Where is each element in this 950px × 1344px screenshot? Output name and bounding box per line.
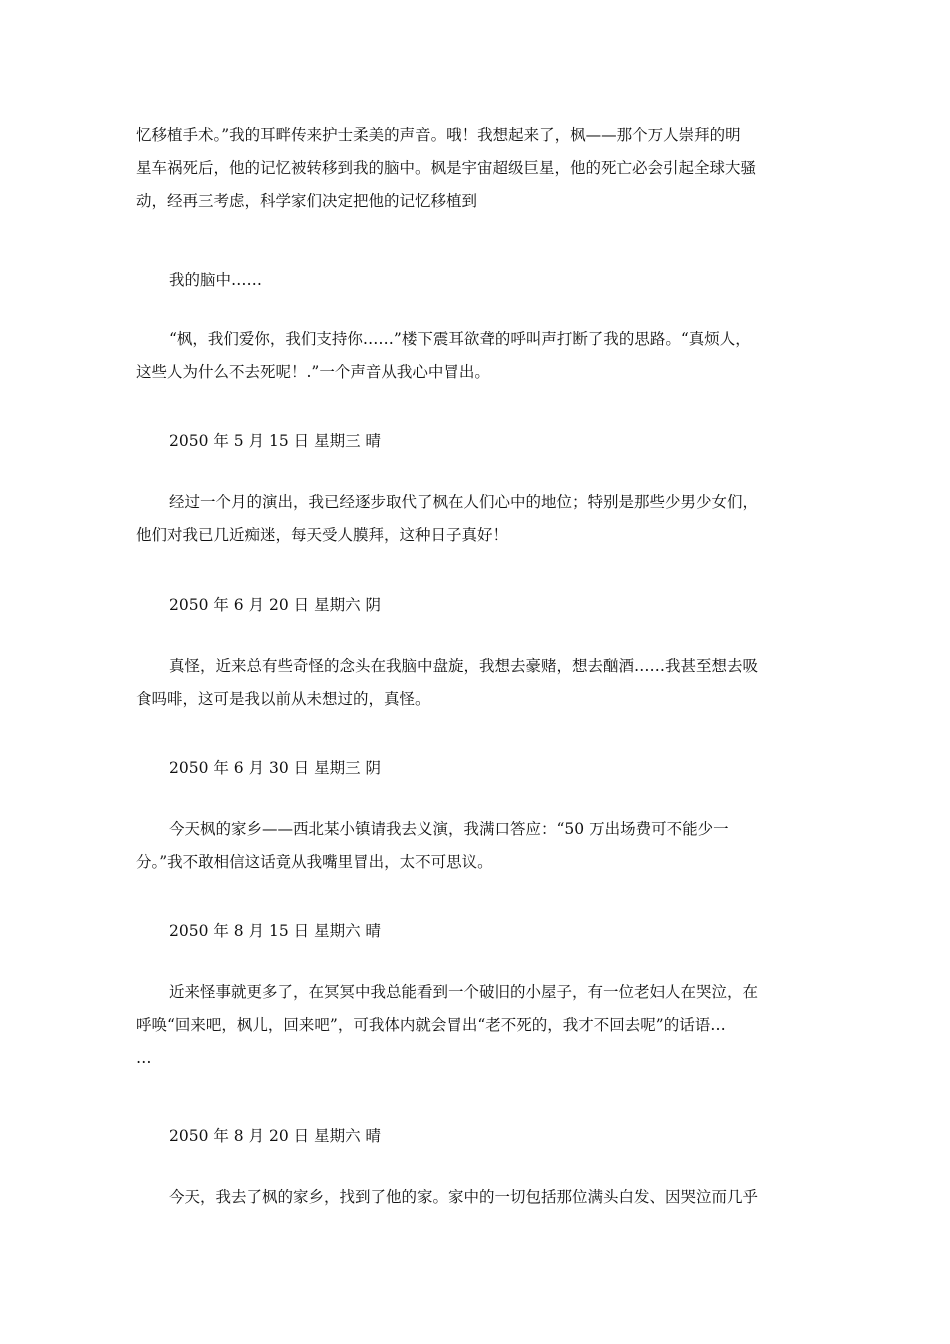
text-line: 近来怪事就更多了，在冥冥中我总能看到一个破旧的小屋子，有一位老妇人在哭泣，在 xyxy=(169,983,759,1001)
paragraph-my-brain xyxy=(136,264,816,297)
date-line: 2050 年 6 月 30 日 星期三 阴 xyxy=(169,759,382,777)
diary-date-heading xyxy=(136,425,816,458)
diary-date-heading xyxy=(136,915,816,948)
text-line: “枫，我们爱你，我们支持你……”楼下震耳欲聋的呼叫声打断了我的思路。“真烦人， xyxy=(169,330,751,348)
text-line: 星车祸死后，他的记忆被转移到我的脑中。枫是宇宙超级巨星，他的死亡必会引起全球大骚 xyxy=(136,159,757,177)
text-line: 分。”我不敢相信这话竟从我嘴里冒出，太不可思议。 xyxy=(136,853,493,871)
text-line: 今天枫的家乡——西北某小镇请我去义演，我满口答应：“50 万出场费可不能少一 xyxy=(169,820,729,838)
paragraph-old-woman xyxy=(136,976,816,1075)
paragraph-strange-thoughts xyxy=(136,650,816,716)
date-line: 2050 年 8 月 20 日 星期六 晴 xyxy=(169,1127,382,1145)
text-line: 这些人为什么不去死呢！.”一个声音从我心中冒出。 xyxy=(136,363,490,381)
text-line: 今天，我去了枫的家乡，找到了他的家。家中的一切包括那位满头白发、因哭泣而几乎 xyxy=(169,1188,759,1206)
text-line: 食吗啡，这可是我以前从未想过的，真怪。 xyxy=(136,690,431,708)
text-line: 忆移植手术。”我的耳畔传来护士柔美的声音。哦！我想起来了，枫——那个万人崇拜的明 xyxy=(136,126,741,144)
text-line: 他们对我已几近痴迷，每天受人膜拜，这种日子真好！ xyxy=(136,526,509,544)
text-line: 动，经再三考虑，科学家们决定把他的记忆移植到 xyxy=(136,192,478,210)
text-line: 我的脑中…… xyxy=(169,271,263,289)
text-line: 呼唤“回来吧，枫儿，回来吧”，可我体内就会冒出“老不死的，我才不回去呢”的话语… xyxy=(136,1016,726,1034)
diary-date-heading xyxy=(136,589,816,622)
text-line: 真怪，近来总有些奇怪的念头在我脑中盘旋，我想去豪赌，想去酗酒……我甚至想去吸 xyxy=(169,657,759,675)
paragraph-charity-show xyxy=(136,813,816,879)
diary-date-heading xyxy=(136,1120,816,1153)
date-line: 2050 年 6 月 20 日 星期六 阴 xyxy=(169,596,382,614)
text-line: … xyxy=(136,1049,152,1067)
paragraph-performances xyxy=(136,486,816,552)
paragraph-memory-transplant xyxy=(136,119,816,218)
date-line: 2050 年 8 月 15 日 星期六 晴 xyxy=(169,922,382,940)
paragraph-visit-home xyxy=(136,1181,816,1214)
diary-date-heading xyxy=(136,752,816,785)
date-line: 2050 年 5 月 15 日 星期三 晴 xyxy=(169,432,382,450)
text-line: 经过一个月的演出，我已经逐步取代了枫在人们心中的地位；特别是那些少男少女们， xyxy=(169,493,759,511)
paragraph-fans-shouting xyxy=(136,323,816,389)
